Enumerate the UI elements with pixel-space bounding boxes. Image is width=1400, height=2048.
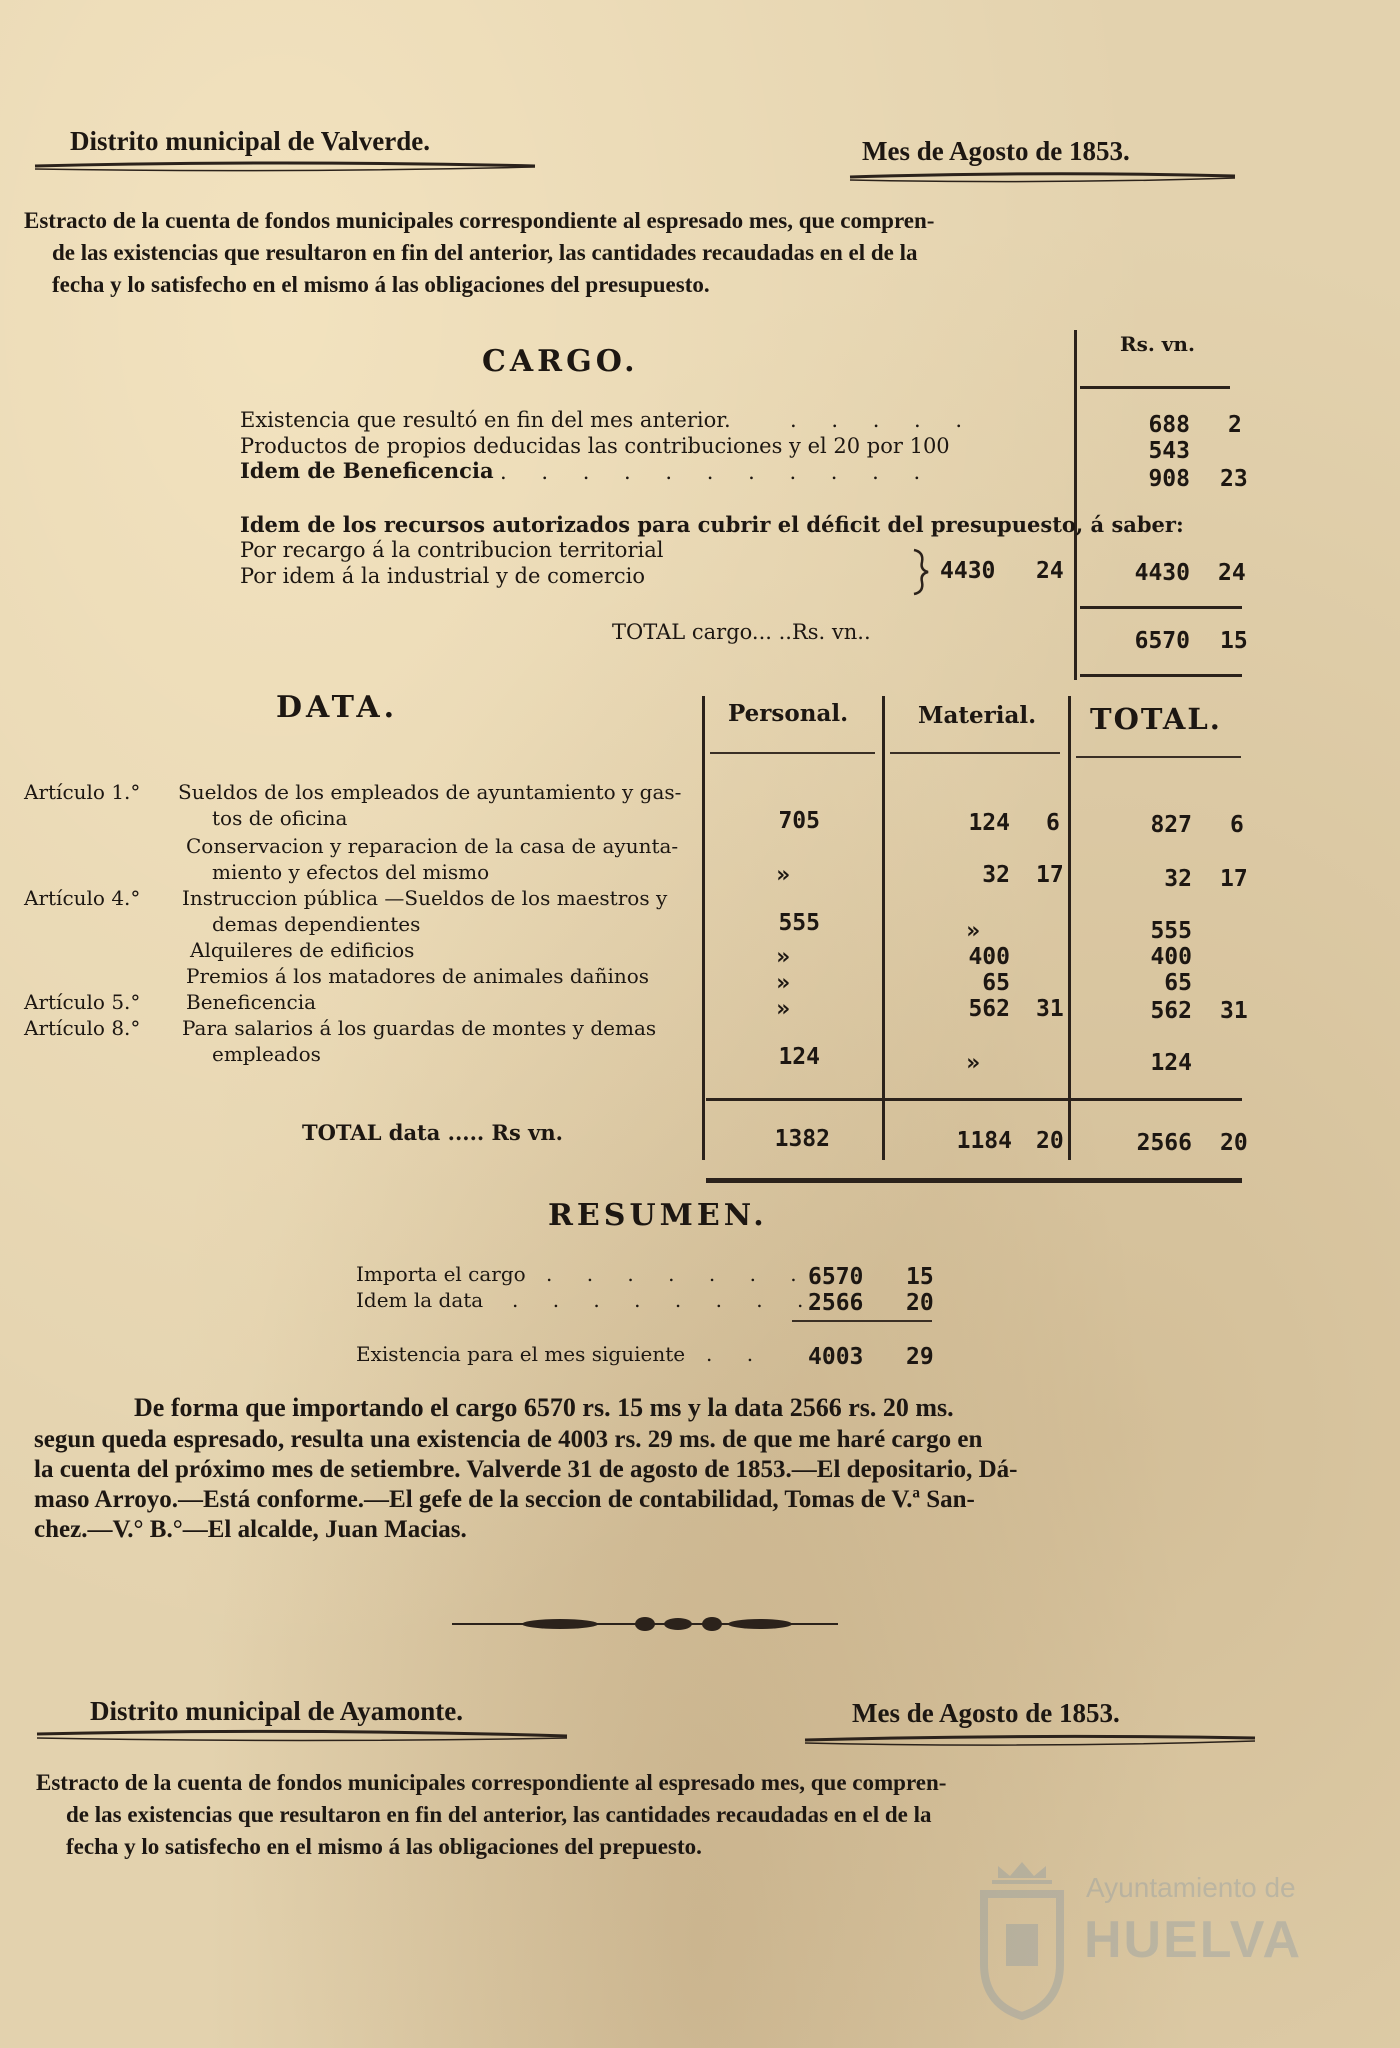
header-rule-right-ayamonte — [800, 1730, 1260, 1748]
data-row-1-mat-rs: 124 — [968, 810, 1010, 836]
cargo-total-rule — [1080, 606, 1242, 609]
data-row-6-mat-rs: 562 — [968, 996, 1010, 1022]
data-head-underline-material — [890, 752, 1060, 754]
data-row-3-line2: demas dependientes — [212, 912, 421, 936]
data-total-ms: 20 — [1220, 1130, 1248, 1156]
data-row-7-line2: empleados — [212, 1042, 321, 1066]
month-title-ayamonte: Mes de Agosto de 1853. — [852, 1698, 1120, 1728]
huelva-watermark — [962, 1850, 1322, 2030]
month-title-valverde: Mes de Agosto de 1853. — [862, 136, 1130, 166]
header-rule-right — [845, 168, 1240, 184]
cargo-row-3-label: Idem de Beneficencia — [240, 458, 494, 483]
data-head-underline-total — [1076, 756, 1241, 758]
cargo-recursos-rs: 4430 — [1134, 560, 1190, 586]
coat-of-arms-icon — [962, 1854, 1082, 2024]
data-head-total: TOTAL. — [1090, 702, 1222, 736]
cargo-col-head: Rs. vn. — [1120, 332, 1195, 356]
cargo-recargo-2: Por idem á la industrial y de comercio — [240, 564, 645, 588]
data-row-1-tot-ms: 6 — [1230, 812, 1244, 838]
data-row-2-mat-ms: 17 — [1036, 862, 1064, 888]
district-title-valverde: Distrito municipal de Valverde. — [70, 126, 431, 156]
closing-line-4: maso Arroyo.—Está conforme.—El gefe de la seccion de contabilidad, Tomas de V.ª San- — [34, 1486, 975, 1513]
ayamonte-intro-line-2: de las existencias que resultaron en fin del anterior, las cantidades recaudadas en el de la — [66, 1802, 932, 1827]
cargo-row-2-label: Productos de propios deducidas las contribuciones y el 20 por 100 — [240, 434, 950, 458]
data-row-6-line1: Beneficencia — [186, 990, 317, 1014]
data-row-4-tot-rs: 400 — [1150, 944, 1192, 970]
data-row-5-tot-rs: 65 — [1164, 970, 1192, 996]
ayamonte-intro-line-3: fecha y lo satisfecho en el mismo á las obligaciones del prepuesto. — [66, 1834, 702, 1859]
intro-line-1: Estracto de la cuenta de fondos municipales correspondiente al espresado mes, que compren- — [24, 208, 935, 233]
cargo-brace-ms: 24 — [1036, 558, 1064, 584]
data-row-7-tot-rs: 124 — [1150, 1050, 1192, 1076]
resumen-title: RESUMEN. — [548, 1198, 768, 1233]
data-row-5-personal: » — [776, 970, 790, 996]
district-title-ayamonte: Distrito municipal de Ayamonte. — [90, 1696, 463, 1726]
cargo-total-label: TOTAL cargo... ..Rs. vn.. — [612, 620, 871, 644]
data-head-underline-personal — [710, 752, 875, 754]
data-row-2-mat-rs: 32 — [982, 862, 1010, 888]
data-row-6-art: Artículo 5.° — [24, 990, 141, 1014]
data-row-6-tot-rs: 562 — [1150, 998, 1192, 1024]
data-row-2-tot-rs: 32 — [1164, 866, 1192, 892]
cargo-title: CARGO. — [482, 344, 639, 379]
resumen-row-3-label: Existencia para el mes siguiente — [356, 1342, 686, 1366]
cargo-recursos-label: Idem de los recursos autorizados para cubrir el déficit del presupuesto, á saber: — [240, 512, 1184, 537]
intro-line-2: de las existencias que resultaron en fin del anterior, las cantidades recaudadas en el de la — [52, 240, 918, 265]
cargo-row-3-rs: 908 — [1148, 466, 1190, 492]
data-row-7-mat-rs: » — [966, 1050, 980, 1076]
data-bottom-rule — [706, 1178, 1242, 1183]
data-row-3-mat-rs: » — [966, 918, 980, 944]
resumen-row-3-dots: . . — [706, 1342, 768, 1366]
header-rule-left-ayamonte — [32, 1726, 572, 1744]
data-total-personal: 1382 — [774, 1126, 830, 1152]
resumen-row-3-rs: 4003 — [808, 1344, 864, 1370]
data-row-1-mat-ms: 6 — [1046, 810, 1060, 836]
data-row-5-mat-rs: 65 — [982, 970, 1010, 996]
data-row-2-line1: Conservacion y reparacion de la casa de ayunta- — [186, 834, 679, 858]
cargo-row-1-label: Existencia que resultó en fin del mes anterior. — [240, 408, 731, 432]
cargo-row-3-dots: . . . . . . . . . . . — [500, 460, 935, 484]
cargo-row-1-ms: 2 — [1228, 412, 1242, 438]
data-row-5-line1: Premios á los matadores de animales dañinos — [186, 964, 650, 988]
intro-line-3: fecha y lo satisfecho en el mismo á las obligaciones del presupuesto. — [52, 272, 710, 297]
data-total-rs: 2566 — [1136, 1130, 1192, 1156]
data-row-6-mat-ms: 31 — [1036, 996, 1064, 1022]
data-rule-personal — [702, 696, 705, 1160]
cargo-brace — [910, 548, 932, 596]
data-row-2-personal: » — [776, 862, 790, 888]
data-row-1-tot-rs: 827 — [1150, 812, 1192, 838]
cargo-brace-rs: 4430 — [940, 558, 996, 584]
cargo-row-2-rs: 543 — [1148, 438, 1190, 464]
data-row-1-line1: Sueldos de los empleados de ayuntamiento y gas- — [178, 780, 682, 804]
data-total-label: TOTAL data ..... Rs vn. — [302, 1120, 563, 1145]
data-title: DATA. — [276, 690, 399, 725]
closing-line-5: chez.—V.° B.°—El alcalde, Juan Macias. — [34, 1516, 467, 1543]
data-rule-total — [1068, 696, 1071, 1160]
cargo-row-1-rs: 688 — [1148, 412, 1190, 438]
data-rule-material — [882, 696, 885, 1160]
resumen-row-1-dots: . . . . . . . — [546, 1262, 811, 1286]
closing-line-3: la cuenta del próximo mes de setiembre. Valverde 31 de agosto de 1853.—El depositario, Dá- — [34, 1456, 1018, 1483]
cargo-total-rs: 6570 — [1134, 628, 1190, 654]
ornamental-divider — [450, 1612, 840, 1636]
resumen-row-2-rs: 2566 — [808, 1290, 864, 1316]
cargo-bottom-rule — [1080, 674, 1242, 677]
cargo-column-rule — [1074, 330, 1077, 680]
header-rule-left — [30, 158, 540, 174]
resumen-row-2-label: Idem la data — [356, 1288, 484, 1312]
data-row-2-tot-ms: 17 — [1220, 866, 1248, 892]
data-row-4-mat-rs: 400 — [968, 944, 1010, 970]
ayamonte-intro-line-1: Estracto de la cuenta de fondos municipales correspondiente al espresado mes, que compren- — [36, 1770, 947, 1795]
data-row-7-line1: Para salarios á los guardas de montes y demas — [182, 1016, 657, 1040]
cargo-recursos-ms: 24 — [1218, 560, 1246, 586]
resumen-row-1-label: Importa el cargo — [356, 1262, 526, 1286]
data-row-2-line2: miento y efectos del mismo — [212, 860, 490, 884]
cargo-head-rule — [1080, 386, 1230, 389]
watermark-line-2: HUELVA — [1084, 1911, 1303, 1969]
resumen-row-3-ms: 29 — [906, 1344, 934, 1370]
data-row-3-personal: 555 — [778, 910, 820, 936]
resumen-row-2-dots: . . . . . . . . — [512, 1288, 818, 1312]
data-row-3-line1: Instruccion pública —Sueldos de los maestros y — [182, 886, 668, 910]
closing-line-2: segun queda espresado, resulta una existencia de 4003 rs. 29 ms. de que me haré cargo en — [34, 1426, 983, 1453]
cargo-row-3-ms: 23 — [1220, 466, 1248, 492]
data-row-1-personal: 705 — [778, 808, 820, 834]
data-total-rule — [706, 1098, 1242, 1101]
cargo-total-ms: 15 — [1220, 628, 1248, 654]
watermark-line-1: Ayuntamiento de — [1086, 1872, 1296, 1903]
data-head-material: Material. — [918, 702, 1037, 729]
data-row-7-art: Artículo 8.° — [24, 1016, 141, 1040]
closing-line-1: De forma que importando el cargo 6570 rs. 15 ms y la data 2566 rs. 20 ms. — [134, 1393, 954, 1422]
resumen-row-1-ms: 15 — [906, 1264, 934, 1290]
data-row-4-personal: » — [776, 944, 790, 970]
cargo-recargo-1: Por recargo á la contribucion territorial — [240, 538, 664, 562]
resumen-row-2-ms: 20 — [906, 1290, 934, 1316]
resumen-rule — [792, 1320, 932, 1322]
data-row-3-tot-rs: 555 — [1150, 918, 1192, 944]
data-row-1-line2: tos de oficina — [212, 806, 348, 830]
data-row-7-personal: 124 — [778, 1044, 820, 1070]
data-row-3-art: Artículo 4.° — [24, 886, 141, 910]
resumen-row-1-rs: 6570 — [808, 1264, 864, 1290]
data-row-6-tot-ms: 31 — [1220, 998, 1248, 1024]
data-total-mat-rs: 1184 — [956, 1128, 1012, 1154]
data-row-4-line1: Alquileres de edificios — [190, 938, 415, 962]
data-head-personal: Personal. — [728, 700, 849, 727]
data-row-1-art: Artículo 1.° — [24, 780, 141, 804]
cargo-row-1-dots: . . . . . — [790, 408, 977, 432]
data-row-6-personal: » — [776, 996, 790, 1022]
data-total-mat-ms: 20 — [1036, 1128, 1064, 1154]
